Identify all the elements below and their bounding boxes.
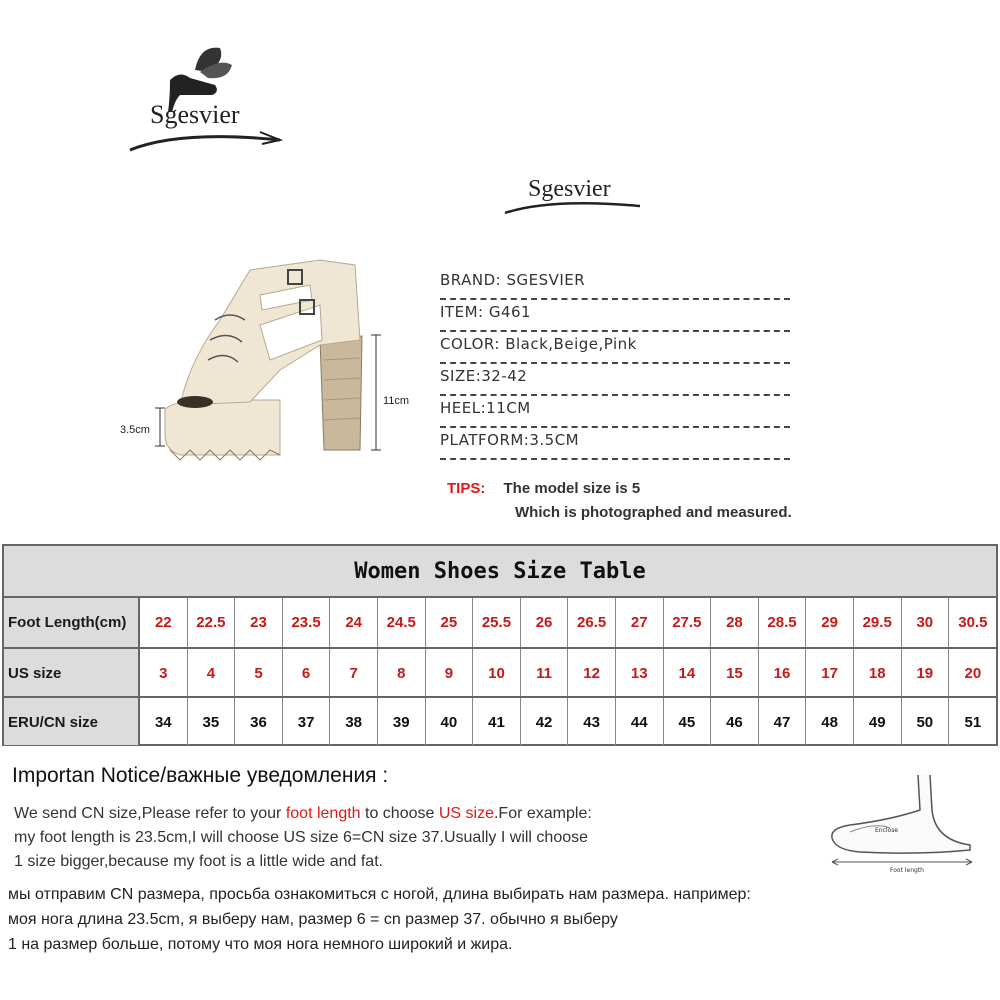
- table-cell: 30: [902, 598, 950, 647]
- notice-title: Importan Notice/важные уведомления :: [12, 764, 389, 787]
- table-cell: 13: [616, 649, 664, 696]
- table-cell: 11: [521, 649, 569, 696]
- table-cell: 10: [473, 649, 521, 696]
- brand-logo-secondary: [500, 168, 650, 218]
- table-cell: 9: [426, 649, 474, 696]
- table-cell: 41: [473, 698, 521, 745]
- table-cell: 5: [235, 649, 283, 696]
- spec-item: ITEM: G461: [440, 300, 790, 332]
- table-cell: 50: [902, 698, 950, 745]
- table-cell: 6: [283, 649, 331, 696]
- table-cell: 26.5: [568, 598, 616, 647]
- table-cell: 44: [616, 698, 664, 745]
- table-cell: 15: [711, 649, 759, 696]
- table-cell: 3: [140, 649, 188, 696]
- table-cell: 28: [711, 598, 759, 647]
- spec-heel: HEEL:11CM: [440, 396, 790, 428]
- table-cell: 37: [283, 698, 331, 745]
- shoe-illustration: [110, 250, 430, 480]
- table-cell: 49: [854, 698, 902, 745]
- table-cell: 27.5: [664, 598, 712, 647]
- table-row-us-size: [4, 647, 996, 696]
- row-label: US size: [4, 649, 140, 696]
- table-cell: 18: [854, 649, 902, 696]
- table-cell: 35: [188, 698, 236, 745]
- table-cell: 24.5: [378, 598, 426, 647]
- notice-russian: [8, 882, 751, 957]
- table-cell: 42: [521, 698, 569, 745]
- heel-height-label: 11cm: [383, 395, 410, 407]
- table-cell: 29.5: [854, 598, 902, 647]
- table-cell: 38: [330, 698, 378, 745]
- table-cell: 45: [664, 698, 712, 745]
- tips-label: TIPS:: [447, 480, 486, 497]
- tips-line2: Which is photographed and measured.: [515, 504, 792, 521]
- table-cell: 22.5: [188, 598, 236, 647]
- table-cell: 22: [140, 598, 188, 647]
- spec-brand: BRAND: SGESVIER: [440, 268, 790, 300]
- notice-highlight-foot-length: foot length: [285, 805, 361, 822]
- table-cell: 25: [426, 598, 474, 647]
- table-cell: 26: [521, 598, 569, 647]
- table-cell: 25.5: [473, 598, 521, 647]
- enclose-label: Enclose: [875, 827, 899, 834]
- notice-ru-line1: мы отправим CN размера, просьба ознакомиться с ногой, длина выбирать нам размера. например:: [8, 886, 751, 903]
- sandal-icon: [110, 250, 430, 480]
- table-cell: 30.5: [958, 614, 988, 631]
- table-cell: 48: [806, 698, 854, 745]
- foot-diagram-icon: [820, 770, 990, 880]
- table-cell: 8: [378, 649, 426, 696]
- table-cell: 23: [235, 598, 283, 647]
- brand-logo-text: Sgesvier: [150, 100, 240, 129]
- table-cell: 34: [140, 698, 188, 745]
- notice-en-line3: 1 size bigger,because my foot is a little wide and fat.: [14, 853, 384, 870]
- size-table-title: Women Shoes Size Table: [4, 546, 996, 598]
- table-cell: 14: [664, 649, 712, 696]
- table-cell: 12: [568, 649, 616, 696]
- table-cell: 27: [616, 598, 664, 647]
- table-cell: 24: [330, 598, 378, 647]
- notice-text: .For example:: [493, 805, 592, 822]
- foot-length-label: Foot length: [890, 867, 924, 874]
- size-table: [2, 544, 998, 746]
- table-cell: 47: [759, 698, 807, 745]
- table-cell: 17: [806, 649, 854, 696]
- table-cell: 36: [235, 698, 283, 745]
- table-cell: 43: [568, 698, 616, 745]
- notice-text: to choose: [360, 805, 439, 822]
- platform-height-label: 3.5cm: [120, 424, 150, 436]
- table-cell: 29: [806, 598, 854, 647]
- spec-platform: PLATFORM:3.5CM: [440, 428, 790, 460]
- table-cell: 39: [378, 698, 426, 745]
- notice-english: [14, 802, 592, 874]
- table-cell: 40: [426, 698, 474, 745]
- table-cell: 28.5: [759, 598, 807, 647]
- table-cell: 7: [330, 649, 378, 696]
- table-cell: 16: [759, 649, 807, 696]
- notice-en-line1: [14, 802, 592, 826]
- table-cell: 20: [964, 665, 982, 682]
- spec-color: COLOR: Black,Beige,Pink: [440, 332, 790, 364]
- tips: [447, 480, 792, 521]
- notice-highlight-us-size: US size: [438, 805, 494, 822]
- notice-en-line2: my foot length is 23.5cm,I will choose US size 6=CN size 37.Usually I will choose: [14, 829, 589, 846]
- table-row-foot-length: [4, 598, 996, 647]
- tips-line1: The model size is 5: [503, 480, 641, 497]
- table-cell: 19: [902, 649, 950, 696]
- spec-list: [440, 268, 790, 460]
- table-cell: 23.5: [283, 598, 331, 647]
- notice-text: We send CN size,Please refer to your: [14, 805, 286, 822]
- table-cell: 4: [188, 649, 236, 696]
- brand-logo: [120, 40, 290, 160]
- table-row-eu-cn-size: [4, 696, 996, 745]
- row-label: Foot Length(cm): [4, 598, 140, 647]
- table-cell: 46: [711, 698, 759, 745]
- table-cell: 51: [964, 714, 982, 731]
- notice-ru-line2: моя нога длина 23.5cm, я выберу нам, размер 6 = cn размер 37. обычно я выберу: [8, 911, 618, 928]
- notice-ru-line3: 1 на размер больше, потому что моя нога немного широкий и жира.: [8, 936, 513, 953]
- spec-size: SIZE:32-42: [440, 364, 790, 396]
- brand-logo-secondary-text: Sgesvier: [528, 176, 611, 202]
- row-label: ERU/CN size: [4, 698, 140, 745]
- foot-measurement-figure: [820, 770, 990, 880]
